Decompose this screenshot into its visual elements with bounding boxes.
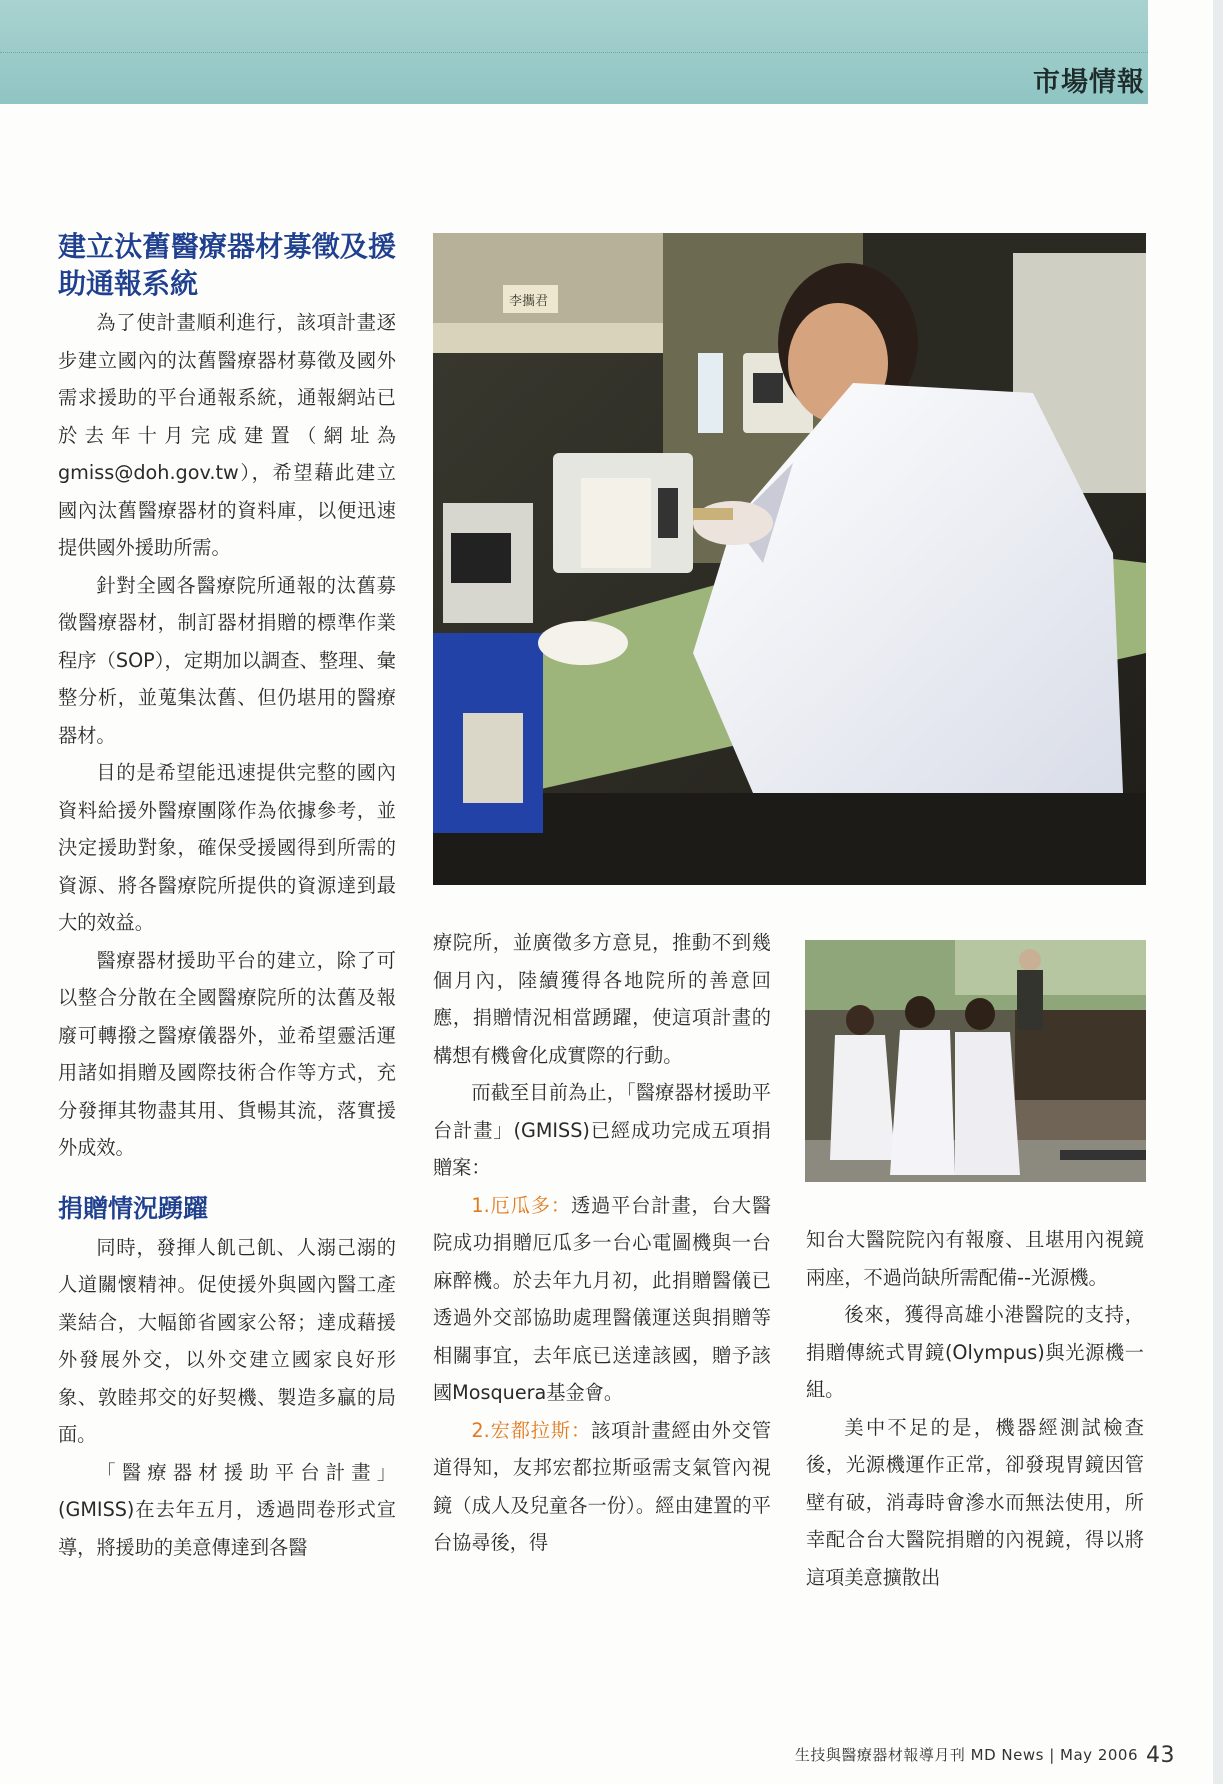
item-label: 1.厄瓜多： (471, 1193, 571, 1217)
paragraph: 醫療器材援助平台的建立，除了可以整合分散在全國醫療院所的汰舊及報廢可轉撥之醫療儀器外，並希望靈活運用諸如捐贈及國際技術合作等方式，充分發揮其物盡其用、貨暢其流，落實援外成效。 (58, 948, 396, 1159)
list-item-honduras (433, 1412, 771, 1562)
photo-lab-technician-image (433, 233, 1146, 885)
item-text: 透過平台計畫，台大醫院成功捐贈厄瓜多一台心電圖機與一台麻醉機。於去年九月初，此捐贈醫儀已透過外交部協助處理醫儀運送與捐贈等相關事宜，去年底已送達該國，贈予該國Mosquera基金會。 (433, 1193, 772, 1404)
paragraph: 知台大醫院院內有報廢、且堪用內視鏡兩座，不過尚缺所需配備--光源機。 (806, 1228, 1144, 1289)
paragraph: 「醫療器材援助平台計畫」(GMISS)在去年五月，透過問卷形式宣導，將援助的美意傳達到各醫 (58, 1460, 396, 1559)
section-label: 市場情報 (1033, 67, 1145, 98)
header-band (0, 0, 1148, 104)
photo-label-text: 李攜君 (509, 294, 549, 309)
page-number: 43 (1146, 1743, 1175, 1768)
column-3 (806, 1221, 1144, 1596)
heading-donations: 捐贈情況踴躍 (58, 1193, 209, 1223)
paragraph: 同時，發揮人飢己飢、人溺己溺的人道關懷精神。促使援外與國內醫工產業結合，大幅節省國家公帑；達成藉援外發展外交，以外交建立國家良好形象、敦睦邦交的好契機、製造多贏的局面。 (58, 1235, 396, 1446)
column-2 (433, 924, 771, 1562)
paragraph: 後來，獲得高雄小港醫院的支持，捐贈傳統式胃鏡(Olympus)與光源機一組。 (806, 1303, 1144, 1401)
photo-equipment-loading-image (805, 940, 1146, 1182)
page-footer (795, 1743, 1175, 1768)
paragraph: 美中不足的是，機器經測試檢查後，光源機運作正常，卻發現胃鏡因管壁有破，消毒時會滲水而無法使用，所幸配合台大醫院捐贈的內視鏡，得以將這項美意擴散出 (806, 1415, 1144, 1589)
paragraph: 為了使計畫順利進行，該項計畫逐步建立國內的汰舊醫療器材募徵及國外需求援助的平台通報系統，通報網站已於去年十月完成建置（網址為gmiss@doh.gov.tw），希望藉此建立國內汰舊醫療器材的資料庫，以便迅速提供國外援助所需。 (58, 311, 396, 559)
photo-equipment-loading (805, 940, 1146, 1182)
dotted-rule (0, 52, 1148, 53)
list-item-ecuador (433, 1187, 771, 1412)
paragraph: 療院所，並廣徵多方意見，推動不到幾個月內，陸續獲得各地院所的善意回應，捐贈情況相當踴躍，使這項計畫的構想有機會化成實際的行動。 (433, 931, 771, 1067)
paragraph: 針對全國各醫療院所通報的汰舊募徵醫療器材，制訂器材捐贈的標準作業程序（SOP），定期加以調查、整理、彙整分析，並蒐集汰舊、但仍堪用的醫療器材。 (58, 573, 396, 747)
paragraph: 目的是希望能迅速提供完整的國內資料給援外醫療團隊作為依據參考，並決定援助對象，確保受援國得到所需的資源、將各醫療院所提供的資源達到最大的效益。 (58, 761, 396, 934)
item-label: 2.宏都拉斯： (471, 1418, 592, 1442)
item-text: 該項計畫經由外交管道得知，友邦宏都拉斯亟需支氣管內視鏡（成人及兒童各一份）。經由建置的平台協尋後，得 (433, 1418, 772, 1554)
page-edge (1213, 0, 1223, 1784)
column-1 (58, 228, 396, 1566)
paragraph: 而截至目前為止，「醫療器材援助平台計畫」(GMISS)已經成功完成五項捐贈案： (433, 1081, 771, 1179)
photo-lab-technician (433, 233, 1146, 885)
heading-collection-system: 建立汰舊醫療器材募徵及援助通報系統 (58, 230, 396, 300)
publication-name: 生技與醫療器材報導月刊 MD News | May 2006 (794, 1746, 1138, 1764)
